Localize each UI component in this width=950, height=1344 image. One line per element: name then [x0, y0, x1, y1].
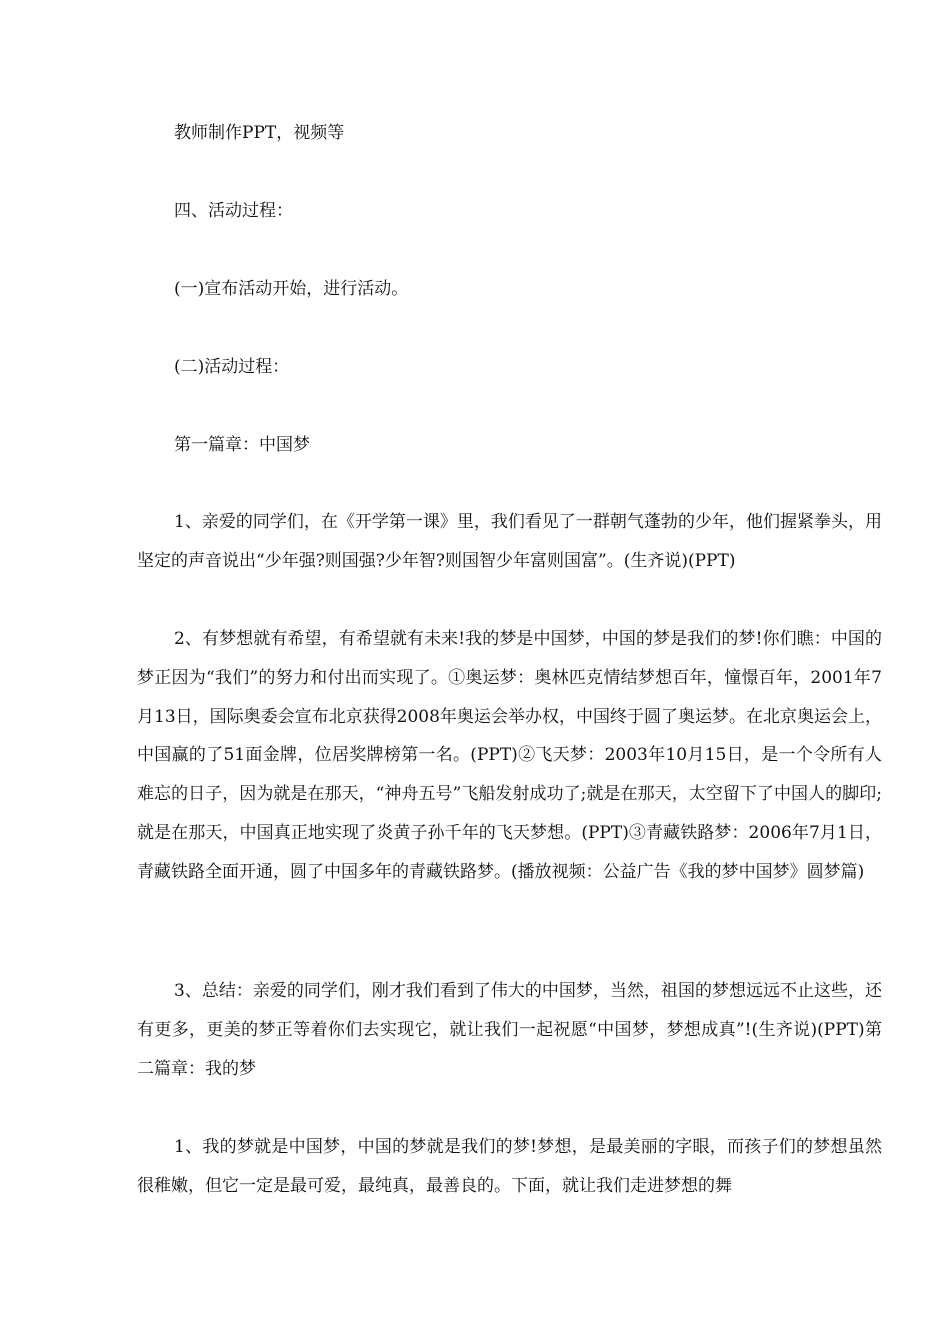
- paragraph-2: 2、有梦想就有希望，有希望就有未来!我的梦是中国梦，中国的梦是我们的梦!你们瞧：中国的梦正因为“我们”的努力和付出而实现了。①奥运梦：奥林匹克情结梦想百年，憧憬百年，2001年7月13日，国际奥委会宣布北京获得2008年奥运会举办权，中国终于圆了奥运梦。在北京奥运会上，中国赢的了51面金牌，位居奖牌榜第一名。(PPT)②飞天梦：2003年10月15日，是一个令所有人难忘的日子，因为就是在那天，“神舟五号”飞船发射成功了;就是在那天，太空留下了中国人的脚印;就是在那天，中国真正地实现了炎黄子孙千年的飞天梦想。(PPT)③青藏铁路梦：2006年7月1日，青藏铁路全面开通，圆了中国多年的青藏铁路梦。(播放视频：公益广告《我的梦中国梦》圆梦篇): [137, 629, 882, 882]
- paragraph-4: 1、我的梦就是中国梦，中国的梦就是我们的梦!梦想，是最美丽的字眼，而孩子们的梦想虽然很稚嫩，但它一定是最可爱，最纯真，最善良的。下面，就让我们走进梦想的舞: [137, 1137, 882, 1196]
- step-two-line: (二)活动过程：: [174, 357, 290, 377]
- step-one-line: (一)宣布活动开始，进行活动。: [174, 279, 409, 299]
- section-four-heading: 四、活动过程：: [174, 201, 293, 221]
- chapter-one-heading: 第一篇章：中国梦: [174, 435, 310, 455]
- materials-line: 教师制作PPT，视频等: [174, 123, 345, 143]
- paragraph-3: 3、总结：亲爱的同学们，刚才我们看到了伟大的中国梦，当然，祖国的梦想远远不止这些，还有更多，更美的梦正等着你们去实现它，就让我们一起祝愿“中国梦，梦想成真”!(生齐说)(PPT)第二篇章：我的梦: [137, 981, 882, 1079]
- paragraph-1: 1、亲爱的同学们，在《开学第一课》里，我们看见了一群朝气蓬勃的少年，他们握紧拳头，用坚定的声音说出“少年强?则国强?少年智?则国智少年富则国富”。(生齐说)(PPT): [137, 512, 882, 571]
